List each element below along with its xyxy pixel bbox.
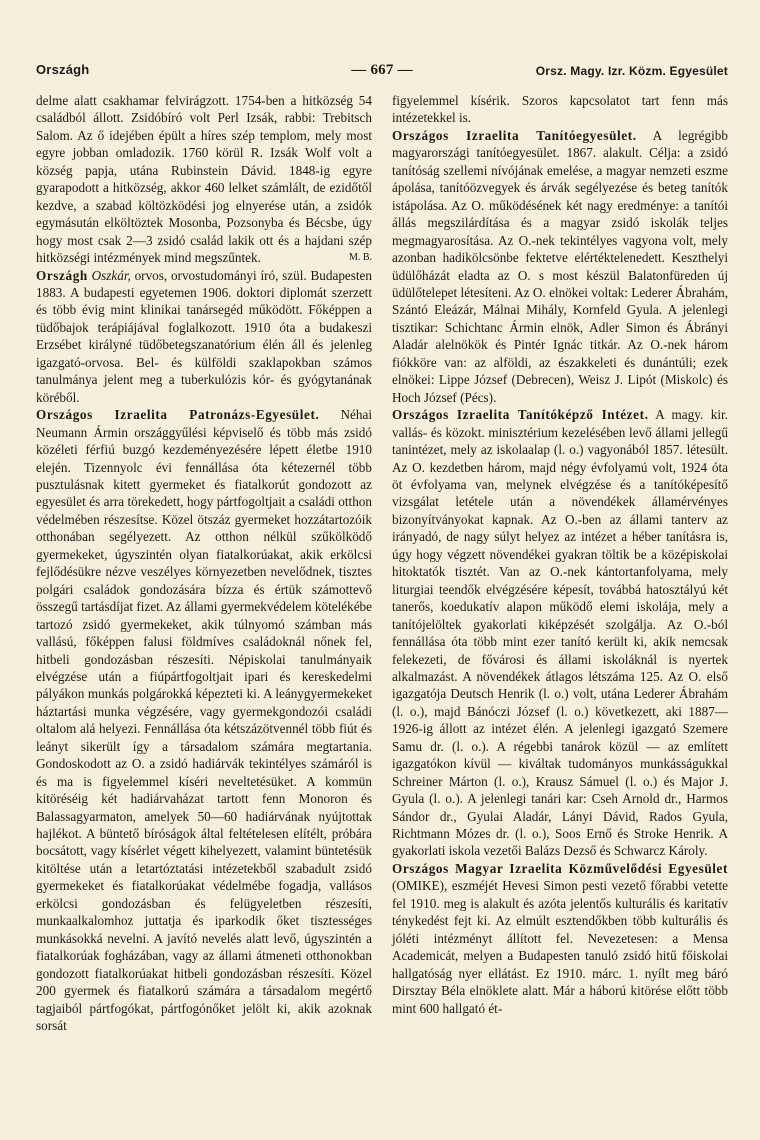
text-columns <box>36 92 728 1034</box>
entry-continuation <box>36 92 372 267</box>
left-column <box>36 92 372 1034</box>
page-number: — 667 — <box>351 62 413 78</box>
running-head <box>36 62 728 82</box>
entry-headword: Országos Izraelita Tanítóegyesület. <box>392 127 637 143</box>
entry-text: Néhai Neumann Ármin országgyűlési képviselő és több más zsidó közéleti férfiú buzgó kezdeményezésére lépett életbe 1910 elején. Tizennyolc évi fennállása óta kétezernél több pusztulásnak kitett gyermeket és fiatalkorút gondozott az egyesület és arra törekedett, hogy pártfogoltjait a családi otthon védelmében részesítse. Közel ötszáz gyermeket hozzátartozóik otthonában segélyezett. Az otthon nélkül szűkölködő gyermekeket, úgyszintén olyan fiatalkorúakat, akik erkölcsi fejlődésükre nézve veszélyes környezetben nevelődnek, tisztes polgári családok gondozására bízza és értük számottevő összegű tartásdíjat fizet. Az állami gyermekvédelem kötelékébe tartozó zsidó gyermekeket, akik túlnyomó számban más vallású, főképpen falusi földmíves családoknál nőnek fel, hitbeli gondozásban részesíti. Népiskolai tanulmányaik elvégzése után a fiúpártfogoltjait ipari és kereskedelmi pályákon munkás polgárokká képezteti ki. A leánygyermekeket háztartási munka végzésére, vagy gyermekgondozói családi oltalom alá helyezi. Fennállása óta kétszázötvennél több fiút és leányt sikerült így a társadalom számára megtartania. Gondoskodott az O. a zsidó hadiárvák tekintélyes számáról is és ma is figyelemmel kíséri neveltetésüket. A kommün kitöréséig két hadiárvaházat tartott fenn Monoron és Balassagyarmaton, amelyek 50—60 hadiárvának nyújtottak hajlékot. A büntető bíróságok által feltételesen elítélt, próbára bocsátott, vagy kísérlet végett kihelyezett, valamint büntetésük kitöltése után a letartóztatási intézetekből szabadult zsidó gyermekeket és fiatalkorúakat védelmébe fogadja, vallásos erkölcsi gondozásban és felügyeletben részesíti, munkaalkalomhoz juttatja és iparkodik őket tisztességes munkásokká nevelni. A javító nevelés alatt levő, úgyszintén a fiatalkorúak fogházában, vagy az állami átmeneti otthonokban gondozott fiatalkorúakat hitbeli gondozásban részesíti. Közel 200 gyermek és fiatalkorú számára a társadalom megértő tagjaiból pártfogókat, pártfogónőket jelölt ki, akik azoknak sorsát <box>36 407 372 1034</box>
author-signature: M. B. <box>348 252 372 264</box>
entry-text: figyelemmel kísérik. Szoros kapcsolatot tart fenn más intézetekkel is. <box>392 93 728 126</box>
entry-omike <box>392 860 728 1017</box>
entry-text: orvos, orvostudományi író, szül. Budapesten 1883. A budapesti egyetemen 1906. doktori diplomát szerzett és több évig mint klinikai tanársegéd működött. Főképpen a tüdőbajok terápiájával foglalkozott. 1910 óta a budakeszi Erzsébet királyné tüdőbetegszanatórium élén áll és jelenleg igazgató-orvosa. Bel- és külföldi szaklapokban számos tanulmánya jelent meg a tuberkulózis kór- és gyógytanának köréből. <box>36 267 373 405</box>
entry-tanitoegyesulet <box>392 127 728 406</box>
right-column <box>392 92 728 1034</box>
entry-headword: Országos Izraelita Tanítóképző Intézet. <box>392 407 649 423</box>
entry-headword: Országh <box>36 267 88 283</box>
entry-patronazs-egyesulet <box>36 406 372 1034</box>
running-head-left: Országh <box>36 62 90 77</box>
entry-headword: Országos Magyar Izraelita Közművelődési Egyesület <box>392 860 728 876</box>
entry-text: (OMIKE), eszméjét Hevesi Simon pesti vezető főrabbi vetette fel 1910. meg is alakult és azóta jelentős kulturális és karitatív ténykedést fejt ki. Az elmúlt esztendőkben több kulturális és jóléti intézményt állított fel. Nevezetesen: a Mensa Academicát, melyen a Budapesten tanuló zsidó hitű főiskolai hallgatóság nyer ellátást. Ez 1910. márc. 1. nyílt meg báró Dirsztay Béla elnöklete alatt. Már a háború kitörése előtt több mint 600 hallgató ét- <box>392 878 728 1016</box>
running-head-right: Orsz. Magy. Izr. Közm. Egyesület <box>535 64 728 78</box>
entry-text: delme alatt csakhamar felvirágzott. 1754-ben a hitközség 54 családból állott. Zsidóbíró volt Perl Izsák, rabbi: Trebitsch Salom. Az ő idejében épült a híres szép templom, mely most egyre jobban omladozik. 1760 körül R. Izsák Wolf volt a község papja, utána Rubinstein Dávid. 1848-ig egyre gyarapodott a hitközség, akkor 460 lelket számlált, de ezidőtől kezdve, a szabad költözködési jog elnyerése után, a zsidók egymásután elköltöztek Mosonba, Pozsonyba és Bécsbe, úgy hogy most csak 2—3 zsidó család lakik ott és a hajdani szép hitközségi intézmények mind megszűntek. <box>36 93 372 266</box>
entry-headword: Országos Izraelita Patronázs-Egyesület. <box>36 407 320 423</box>
entry-text: A magy. kir. vallás- és közokt. minisztérium kezelésében levő állami jellegű tanintézet, mely az iskolaalap (l. o.) vagyonából 1857. létesült. Az O. kezdetben három, majd négy évfolyamú volt, 1924 óta öt évfolyama van, melynek elvégzése és a tanítóképesítő vizsgálat letétele után a növendékek államérvényes bizonyítványokat kapnak. Az O.-ben az állami tanterv az irányadó, de nagy súlyt helyez az intézet a héber tanításra is, úgy hogy végzett növendékei gyakran töltik be a középiskolai hitoktatók tisztét. Van az O.-nek kántortanfolyama, mely liturgiai teendők elvégzésére képesít, továbbá hatosztályú két tanerős, koedukatív alapon működő elemi iskolája, mely a tanítójelöltek gyakorlati kiképzését szolgálja. Az O.-ból fennállása óta több mint ezer tanító került ki, akik nemcsak felekezeti, de fővárosi és állami iskoláknál is nyertek alkalmazást. A növendékek átlagos létszáma 125. Az O. első igazgatója Deutsch Henrik (l. o.) volt, utána Lederer Ábrahám (l. o.), majd Bánóczi József (l. o.) következett, aki 1887—1926-ig állott az intézet élén. A jelenlegi igazgató Szemere Samu dr. (l. o.). A régebbi tanárok közül — az említett igazgatókon kívül — kiváltak tudományos munkásságukkal Schreiner Márton (l. o.), Krausz Sámuel (l. o.) és Major J. Gyula (l. o.). A jelenlegi tanári kar: Cseh Arnold dr., Harmos Sándor dr., Gyulai Aladár, Lányi Dávid, Rados Gyula, Richtmann Mózes dr. (l. o.), Soos Ernő és Stroke Henrik. A gyakorlati iskola vezetői Balázs Dezső és Schwarcz Károly. <box>392 407 728 859</box>
entry-tanitokepzo-intezet <box>392 406 728 860</box>
entry-continuation <box>392 92 728 127</box>
entry-orszagh-oszkar <box>36 267 372 407</box>
entry-text: A legrégibb magyarországi tanítóegyesület. 1867. alakult. Célja: a zsidó tanítóság szellemi nívójának emelése, a magyar nemzeti eszme ápolása, tanítóözvegyek és árvák segélyezése és beteg tanítók istápolása. Az O. működésének két nagy eredménye: a tanítói állás megszilárdítása és a magyar zsidó iskolák teljes megmagyarosítása. Az O.-nek tekintélyes vagyona volt, mely azonban hadikölcsönbe fektetve elértéktelenedett. Keszthelyi üdülőházát eladta az O. s most készül Balatonfüreden új üdülőtelepet létesíteni. Az O. elnökei voltak: Lederer Ábrahám, Szántó Eleázár, Málnai Mihály, Kornfeld Gyula. A jelenlegi tisztikar: Schichtanc Ármin elnök, Adler Simon és Ábrányi Aladár alelnökök és Pintér Ignác titkár. Az O.-nek három fiókköre van: az alföldi, az északkeleti és dunántúli; ezek elnökei: Lippe József (Debrecen), Weisz J. Lipót (Miskolc) és Hoch József (Pécs). <box>392 127 728 405</box>
entry-given-name: Oszkár, <box>91 267 131 283</box>
